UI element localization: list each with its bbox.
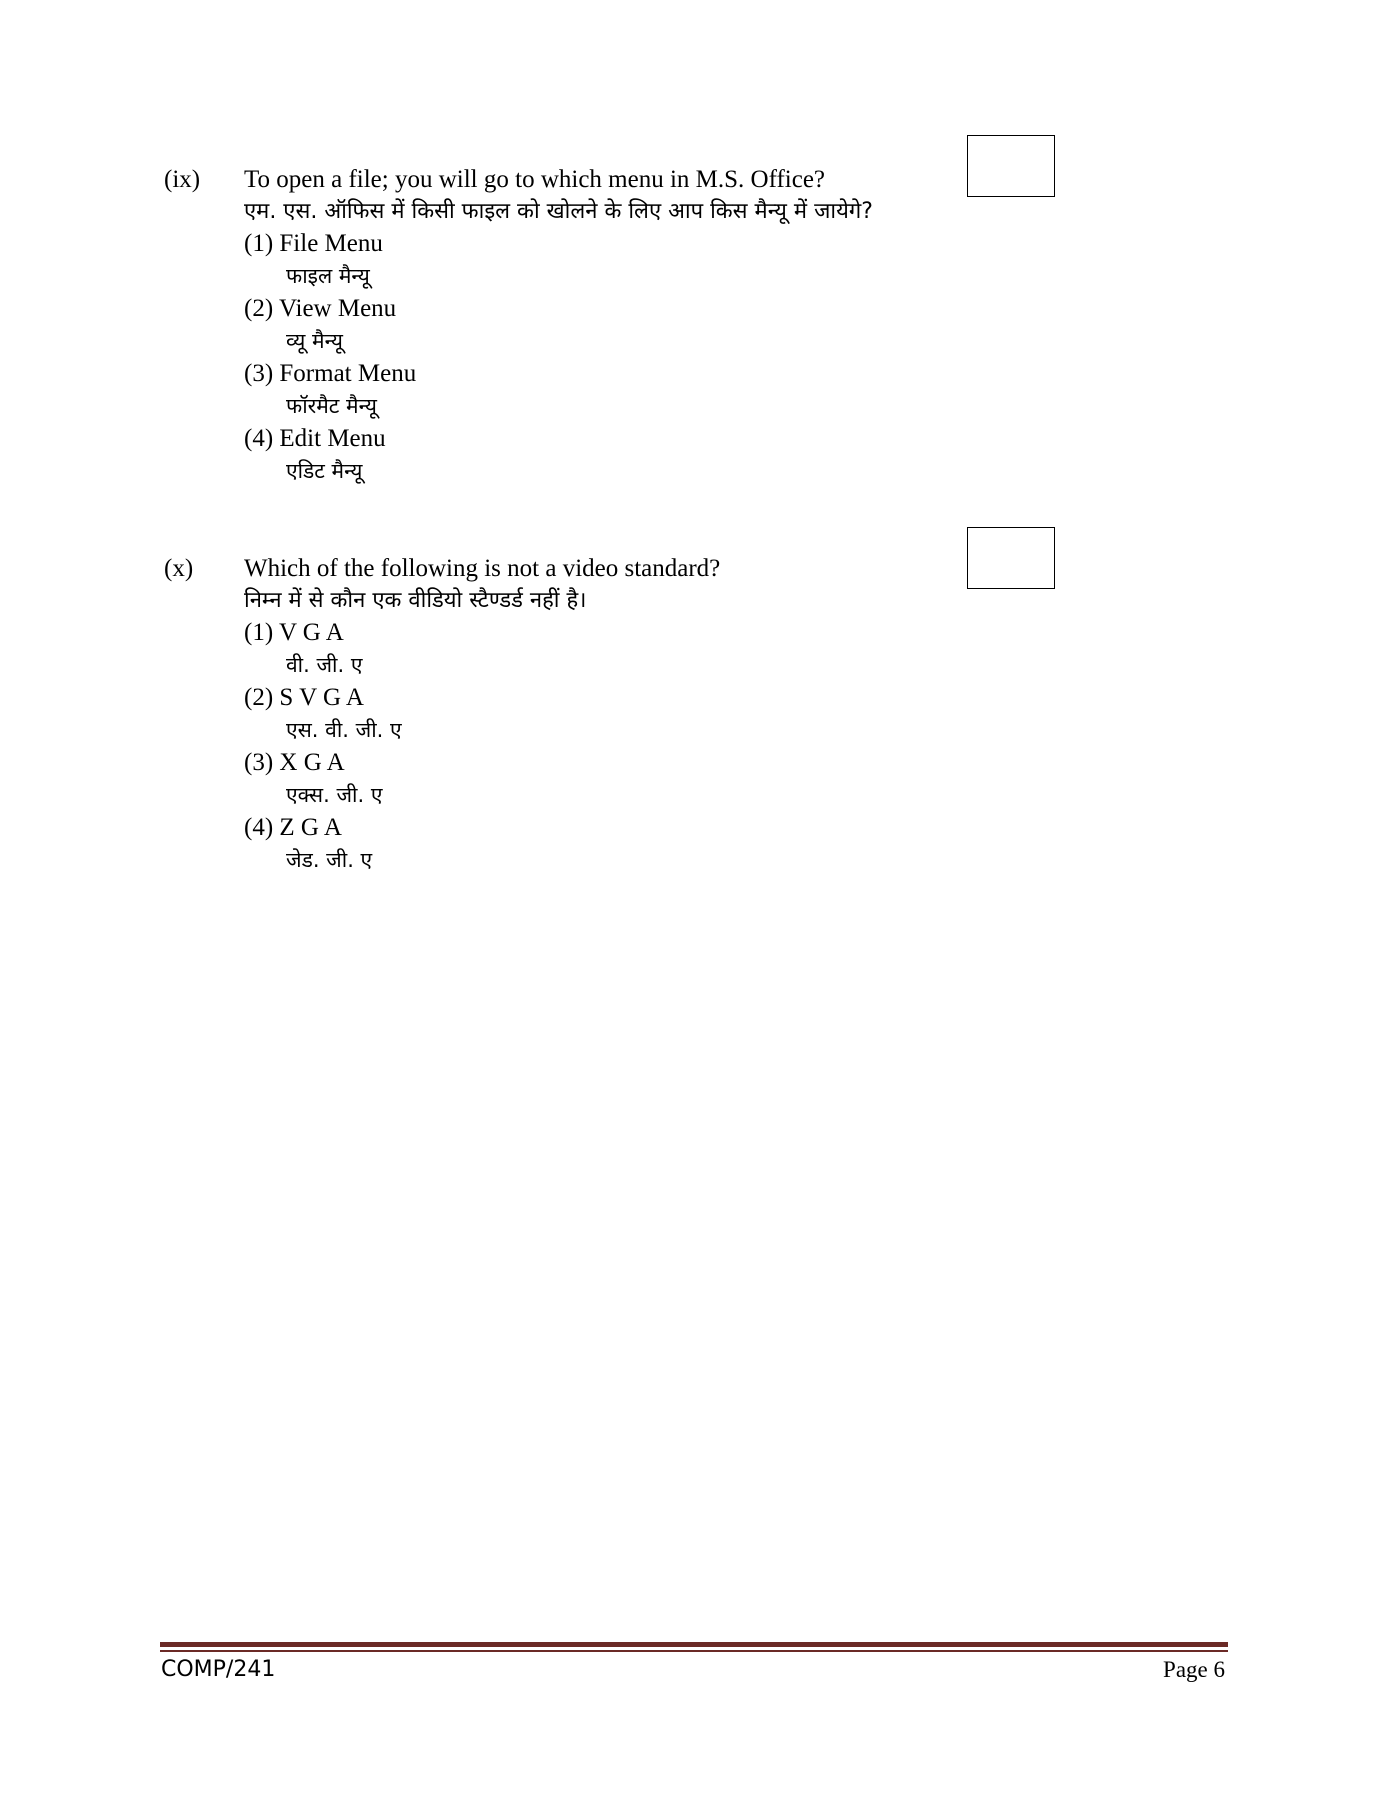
option-1-en: (1) V G A — [244, 619, 344, 646]
options-list — [244, 617, 944, 877]
footer-page-number: Page 6 — [1163, 1657, 1225, 1682]
option-3-hi: फॉरमैट मैन्यू — [286, 394, 377, 418]
options-list — [244, 228, 944, 488]
question-text-en: Which of the following is not a video standard? — [244, 555, 721, 582]
question-body — [244, 553, 944, 877]
option-3-en: (3) X G A — [244, 749, 345, 776]
option-2-en: (2) S V G A — [244, 684, 364, 711]
option-4-en: (4) Edit Menu — [244, 425, 386, 452]
option-1-hi: फाइल मैन्यू — [286, 264, 370, 288]
option-4-en: (4) Z G A — [244, 814, 342, 841]
option-2-en: (2) View Menu — [244, 295, 397, 322]
option-2-hi: व्यू मैन्यू — [286, 329, 343, 353]
question-number: (x) — [164, 555, 194, 582]
footer-rule — [160, 1642, 1228, 1647]
question-text-hi: एम. एस. ऑफिस में किसी फाइल को खोलने के लिए आप किस मैन्यू में जायेगे? — [244, 199, 873, 224]
footer-rule-thin — [160, 1650, 1228, 1652]
footer-course-code: COMP/241 — [161, 1657, 276, 1682]
question-text-hi: निम्न में से कौन एक वीडियो स्टैण्डर्ड नहीं है। — [244, 588, 587, 613]
option-2-hi: एस. वी. जी. ए — [286, 718, 402, 742]
question-number: (ix) — [164, 166, 201, 193]
question-text-en: To open a file; you will go to which menu in M.S. Office? — [244, 166, 826, 193]
option-1-hi: वी. जी. ए — [286, 653, 363, 677]
option-3-en: (3) Format Menu — [244, 360, 417, 387]
option-4-hi: एडिट मैन्यू — [286, 459, 363, 483]
answer-box-x[interactable] — [967, 527, 1055, 589]
option-3-hi: एक्स. जी. ए — [286, 783, 383, 807]
question-body — [244, 164, 944, 488]
option-4-hi: जेड. जी. ए — [286, 848, 373, 872]
option-1-en: (1) File Menu — [244, 230, 383, 257]
answer-box-ix[interactable] — [967, 135, 1055, 197]
